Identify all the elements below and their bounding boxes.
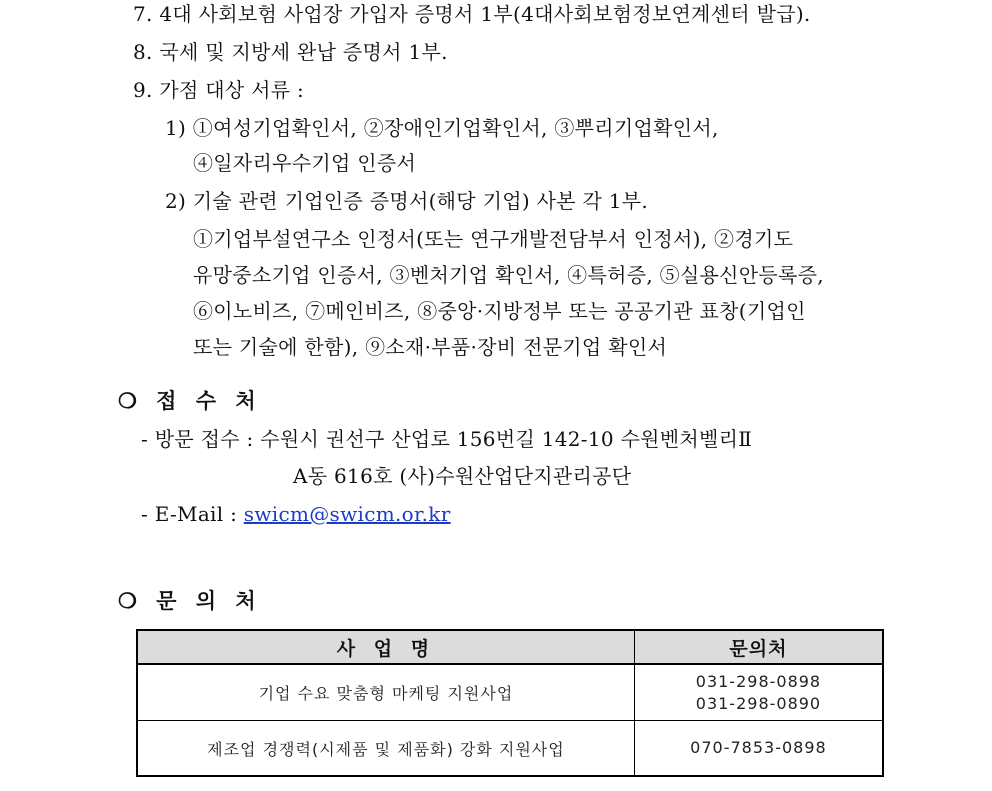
doc-sub2-line3: 유망중소기업 인증서, ③벤처기업 확인서, ④특허증, ⑤실용신안등록증,	[193, 263, 824, 287]
table-row	[137, 664, 883, 721]
table-row	[137, 721, 883, 777]
column-header-business: 사 업 명	[137, 630, 634, 664]
email-label: - E-Mail :	[141, 502, 244, 526]
doc-item-8: 8. 국세 및 지방세 완납 증명서 1부.	[133, 40, 448, 64]
email-link[interactable]: swicm@swicm.or.kr	[243, 502, 451, 526]
reception-visit-line1: - 방문 접수 : 수원시 권선구 산업로 156번길 142-10 수원벤처벨리Ⅱ	[141, 427, 753, 451]
doc-item-9: 9. 가점 대상 서류 :	[133, 78, 305, 102]
contact-cell	[634, 721, 883, 777]
business-name-cell: 기업 수요 맞춤형 마케팅 지원사업	[137, 664, 634, 721]
phone-number: 031-298-0890	[695, 693, 822, 713]
inquiry-table	[136, 629, 884, 777]
doc-item-7: 7. 4대 사회보험 사업장 가입자 증명서 1부(4대사회보험정보연계센터 발급).	[133, 2, 811, 26]
doc-sub2-line5: 또는 기술에 한함), ⑨소재·부품·장비 전문기업 확인서	[193, 335, 668, 359]
reception-visit-line2: A동 616호 (사)수원산업단지관리공단	[293, 464, 632, 488]
contact-cell	[634, 664, 883, 721]
doc-sub1-line1: 1) ①여성기업확인서, ②장애인기업확인서, ③뿌리기업확인서,	[165, 116, 719, 140]
phone-number: 070-7853-0898	[690, 738, 827, 757]
reception-email-row	[141, 501, 451, 527]
doc-sub2-line4: ⑥이노비즈, ⑦메인비즈, ⑧중앙·지방정부 또는 공공기관 표창(기업인	[193, 299, 806, 323]
phone-number: 031-298-0898	[695, 671, 822, 691]
inquiry-heading: ❍ 문 의 처	[118, 588, 262, 613]
column-header-contact: 문의처	[634, 630, 883, 664]
table-header-row	[137, 630, 883, 664]
doc-sub2-line1: 2) 기술 관련 기업인증 증명서(해당 기업) 사본 각 1부.	[165, 189, 649, 213]
doc-sub1-line2: ④일자리우수기업 인증서	[193, 151, 417, 175]
reception-heading: ❍ 접 수 처	[118, 388, 262, 413]
business-name-cell: 제조업 경쟁력(시제품 및 제품화) 강화 지원사업	[137, 721, 634, 777]
doc-sub2-line2: ①기업부설연구소 인정서(또는 연구개발전담부서 인정서), ②경기도	[193, 227, 794, 251]
